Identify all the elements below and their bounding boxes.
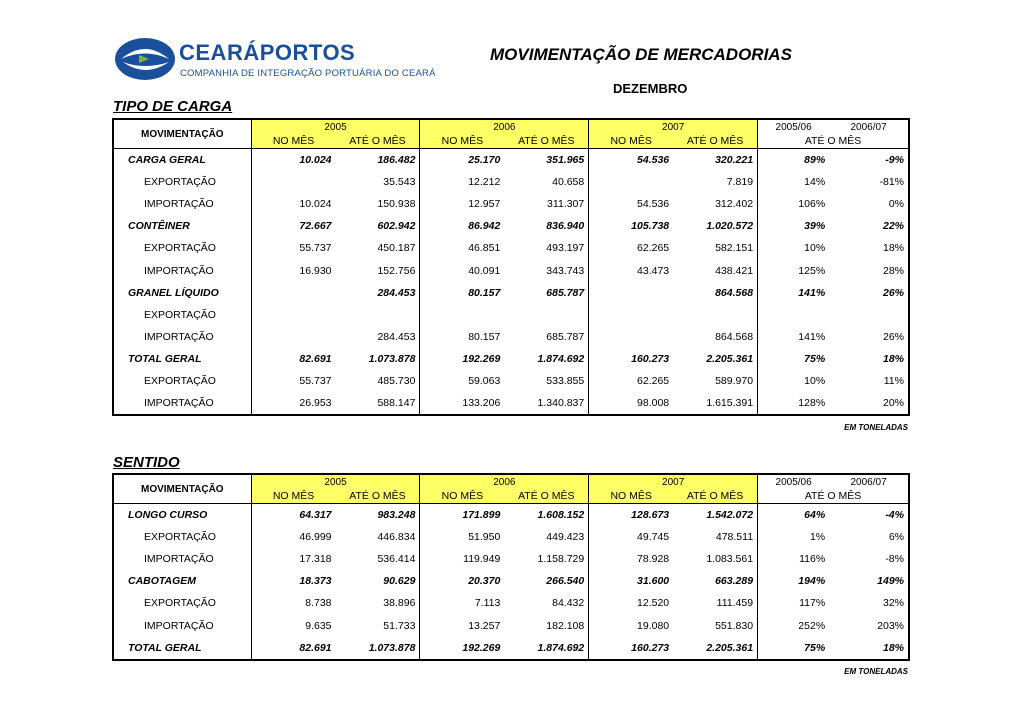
value-cell: 284.453 [336,282,420,304]
percent-cell: 75% [804,641,826,654]
row-label: IMPORTAÇÃO [113,326,251,348]
value-cell: 685.787 [504,282,588,304]
table-row [113,215,909,237]
value-cell [589,171,673,193]
value-cell: 16.930 [299,264,332,277]
value-cell: 90.629 [336,570,420,592]
value-cell: 31.600 [637,575,670,588]
value-cell [251,171,335,193]
value-cell: 192.269 [462,641,501,654]
header-ate-o-mes: ATÉ O MÊS [504,134,588,149]
table-row [113,526,909,548]
value-cell: 1.874.692 [504,348,588,370]
header-ate-o-mes: ATÉ O MÊS [336,489,420,504]
value-cell: 2.205.361 [673,637,757,660]
value-cell: 493.197 [504,237,588,259]
row-label: LONGO CURSO [113,504,251,527]
value-cell: 55.737 [299,374,332,387]
value-cell: 80.157 [468,286,501,299]
header-ate-o-mes: ATÉ O MÊS [673,134,757,149]
percent-cell: 22% [882,220,904,233]
value-cell [504,304,588,326]
percent-cell: 10% [804,374,826,387]
percent-cell: 18% [882,242,904,255]
value-cell: 98.008 [637,397,670,410]
percent-cell: 32% [882,597,904,610]
row-label: EXPORTAÇÃO [113,526,251,548]
percent-cell: 11% [883,374,904,387]
percent-cell: 106% [798,198,826,211]
value-cell: 25.170 [468,154,501,167]
value-cell [251,326,335,348]
header-ate-o-mes: ATÉ O MÊS [673,489,757,504]
percent-cell: -8% [885,553,904,566]
percent-cell: 26% [882,330,904,343]
percent-cell [758,304,830,326]
percent-cell: 149% [877,575,904,588]
value-cell: 864.568 [673,326,757,348]
value-cell [589,304,673,326]
percent-cell: 116% [799,553,826,566]
header-no-mes: NO MÊS [589,489,673,504]
value-cell: 10.024 [299,198,332,211]
value-cell: 84.432 [504,592,588,614]
percent-cell [829,304,909,326]
row-label: TOTAL GERAL [113,348,251,370]
percent-cell: 89% [804,154,826,167]
value-cell: 12.957 [468,198,501,211]
value-cell: 836.940 [504,215,588,237]
value-cell: 17.318 [299,553,332,566]
value-cell: 551.830 [673,614,757,636]
value-cell: 13.257 [468,619,501,632]
value-cell: 663.289 [673,570,757,592]
value-cell: 43.473 [637,264,670,277]
percent-cell: -9% [885,154,904,167]
value-cell: 311.307 [504,193,588,215]
header-ate-o-mes: ATÉ O MÊS [336,134,420,149]
header-no-mes: NO MÊS [589,134,673,149]
value-cell: 80.157 [468,330,501,343]
header-year-2005: 2005 [251,474,420,489]
value-cell: 10.024 [299,154,332,167]
value-cell: 62.265 [637,242,670,255]
value-cell: 171.899 [462,509,501,522]
value-cell: 7.819 [673,171,757,193]
value-cell: 40.091 [468,264,501,277]
value-cell: 35.543 [336,171,420,193]
header-no-mes: NO MÊS [420,134,504,149]
value-cell: 111.459 [673,592,757,614]
value-cell: 2.205.361 [673,348,757,370]
value-cell: 20.370 [468,575,501,588]
value-cell [589,282,673,304]
percent-cell: 75% [804,352,826,365]
value-cell: 8.738 [305,597,332,610]
value-cell: 320.221 [673,149,757,172]
header-movimentacao: MOVIMENTAÇÃO [113,474,251,504]
value-cell: 1.073.878 [336,637,420,660]
percent-cell: -81% [879,176,904,189]
table-row [113,592,909,614]
value-cell: 450.187 [336,237,420,259]
value-cell: 54.536 [637,198,670,211]
unit-note: EM TONELADAS [844,423,908,432]
row-label: IMPORTAÇÃO [113,548,251,570]
header-year-2007: 2007 [589,119,758,134]
value-cell: 485.730 [336,370,420,392]
value-cell: 536.414 [336,548,420,570]
value-cell: 533.855 [504,370,588,392]
table-row [113,614,909,636]
row-label: IMPORTAÇÃO [113,193,251,215]
value-cell: 72.667 [299,220,332,233]
value-cell: 82.691 [299,641,332,654]
value-cell: 438.421 [673,259,757,281]
percent-cell: 125% [798,264,826,277]
percent-cell: 252% [798,619,826,632]
table-row [113,259,909,281]
value-cell: 1.340.837 [504,392,588,415]
value-cell: 105.738 [631,220,670,233]
value-cell: 160.273 [631,641,670,654]
table-row [113,237,909,259]
table-row [113,326,909,348]
value-cell: 59.063 [468,374,501,387]
row-label: EXPORTAÇÃO [113,370,251,392]
header-pct-ate-o-mes: ATÉ O MÊS [758,489,909,504]
row-label: CARGA GERAL [113,149,251,172]
value-cell: 449.423 [504,526,588,548]
percent-cell: 141% [798,330,826,343]
header-pct-2006-07: 2006/07 [829,119,909,134]
percent-cell: 64% [804,509,826,522]
value-cell: 478.511 [673,526,757,548]
percent-cell: 20% [882,397,904,410]
value-cell: 54.536 [637,154,670,167]
row-label: CONTÊINER [113,215,251,237]
value-cell: 62.265 [637,374,670,387]
value-cell: 343.743 [504,259,588,281]
header-pct-2005-06: 2005/06 [758,474,830,489]
row-label: EXPORTAÇÃO [113,237,251,259]
value-cell: 266.540 [504,570,588,592]
value-cell: 284.453 [336,326,420,348]
value-cell: 186.482 [336,149,420,172]
value-cell: 12.520 [637,597,670,610]
ceara-portos-logo-icon [113,34,179,84]
value-cell: 78.928 [637,553,670,566]
value-cell: 1.083.561 [673,548,757,570]
value-cell: 64.317 [299,509,332,522]
value-cell: 12.212 [468,176,501,189]
value-cell [673,304,757,326]
row-label: EXPORTAÇÃO [113,592,251,614]
percent-cell: 6% [888,531,904,544]
table-row [113,570,909,592]
table-row [113,392,909,415]
row-label: EXPORTAÇÃO [113,304,251,326]
row-label: EXPORTAÇÃO [113,171,251,193]
row-label: IMPORTAÇÃO [113,259,251,281]
header-year-2006: 2006 [420,474,589,489]
percent-cell: -4% [885,509,904,522]
value-cell: 119.949 [463,553,501,566]
table-row [113,171,909,193]
value-cell [336,304,420,326]
table-row [113,193,909,215]
table-row [113,304,909,326]
value-cell: 9.635 [305,619,332,632]
header-no-mes: NO MÊS [251,489,335,504]
value-cell: 38.896 [336,592,420,614]
value-cell: 1.158.729 [504,548,588,570]
value-cell: 152.756 [336,259,420,281]
header-year-2005: 2005 [251,119,420,134]
value-cell: 588.147 [336,392,420,415]
row-label: CABOTAGEM [113,570,251,592]
brand-name: CEARÁPORTOS [179,40,356,65]
value-cell: 150.938 [336,193,420,215]
header-no-mes: NO MÊS [420,489,504,504]
unit-note: EM TONELADAS [844,667,908,676]
table-row [113,504,909,527]
company-logo [113,34,443,90]
value-cell: 589.970 [673,370,757,392]
tipo-de-carga-table [112,118,910,416]
value-cell [420,304,504,326]
value-cell: 19.080 [637,619,670,632]
value-cell: 51.950 [468,531,501,544]
value-cell: 40.658 [504,171,588,193]
percent-cell: 18% [882,641,904,654]
table-row [113,637,909,660]
table-row [113,548,909,570]
value-cell: 18.373 [299,575,332,588]
value-cell: 1.073.878 [336,348,420,370]
percent-cell: 203% [877,619,904,632]
value-cell: 26.953 [299,397,332,410]
header-year-2007: 2007 [589,474,758,489]
value-cell: 983.248 [336,504,420,527]
value-cell: 86.942 [468,220,501,233]
header-pct-ate-o-mes: ATÉ O MÊS [758,134,909,149]
document-title: MOVIMENTAÇÃO DE MERCADORIAS [490,45,792,64]
value-cell: 133.206 [462,397,501,410]
value-cell: 864.568 [673,282,757,304]
value-cell [251,304,335,326]
value-cell: 82.691 [299,352,332,365]
row-label: TOTAL GERAL [113,637,251,660]
header-no-mes: NO MÊS [251,134,335,149]
value-cell: 446.834 [336,526,420,548]
percent-cell: 10% [804,242,826,255]
percent-cell: 28% [882,264,904,277]
value-cell: 312.402 [673,193,757,215]
table-row [113,370,909,392]
percent-cell: 194% [798,575,826,588]
percent-cell: 128% [798,397,826,410]
table-row [113,282,909,304]
value-cell: 1.874.692 [504,637,588,660]
document-period: DEZEMBRO [613,81,688,96]
row-label: GRANEL LÍQUIDO [113,282,251,304]
percent-cell: 26% [882,286,904,299]
value-cell: 51.733 [336,614,420,636]
value-cell: 55.737 [299,242,332,255]
value-cell: 1.542.072 [673,504,757,527]
sentido-table [112,473,910,661]
value-cell: 182.108 [504,614,588,636]
value-cell [589,326,673,348]
percent-cell: 14% [804,176,826,189]
percent-cell: 18% [882,352,904,365]
table-row [113,348,909,370]
value-cell: 128.673 [631,509,670,522]
header-movimentacao: MOVIMENTAÇÃO [113,119,251,149]
brand-subtitle: COMPANHIA DE INTEGRAÇÃO PORTUÁRIA DO CEARÁ [180,68,436,79]
row-label: IMPORTAÇÃO [113,392,251,415]
value-cell: 46.999 [299,531,332,544]
value-cell [251,282,335,304]
value-cell: 1.608.152 [504,504,588,527]
value-cell: 582.151 [673,237,757,259]
value-cell: 602.942 [336,215,420,237]
section-title-tipo-de-carga: TIPO DE CARGA [113,98,233,115]
row-label: IMPORTAÇÃO [113,614,251,636]
value-cell: 685.787 [504,326,588,348]
value-cell: 192.269 [462,352,501,365]
header-pct-2006-07: 2006/07 [829,474,909,489]
value-cell: 1.020.572 [673,215,757,237]
value-cell: 49.745 [637,531,670,544]
percent-cell: 39% [804,220,826,233]
section-title-sentido: SENTIDO [113,454,180,471]
percent-cell: 1% [809,531,826,544]
value-cell: 7.113 [474,597,501,610]
header-year-2006: 2006 [420,119,589,134]
percent-cell: 0% [888,198,904,211]
header-pct-2005-06: 2005/06 [758,119,830,134]
value-cell: 351.965 [504,149,588,172]
percent-cell: 141% [798,286,826,299]
table-row [113,149,909,172]
percent-cell: 117% [799,597,826,610]
value-cell: 160.273 [631,352,670,365]
value-cell: 1.615.391 [673,392,757,415]
header-ate-o-mes: ATÉ O MÊS [504,489,588,504]
value-cell: 46.851 [468,242,501,255]
